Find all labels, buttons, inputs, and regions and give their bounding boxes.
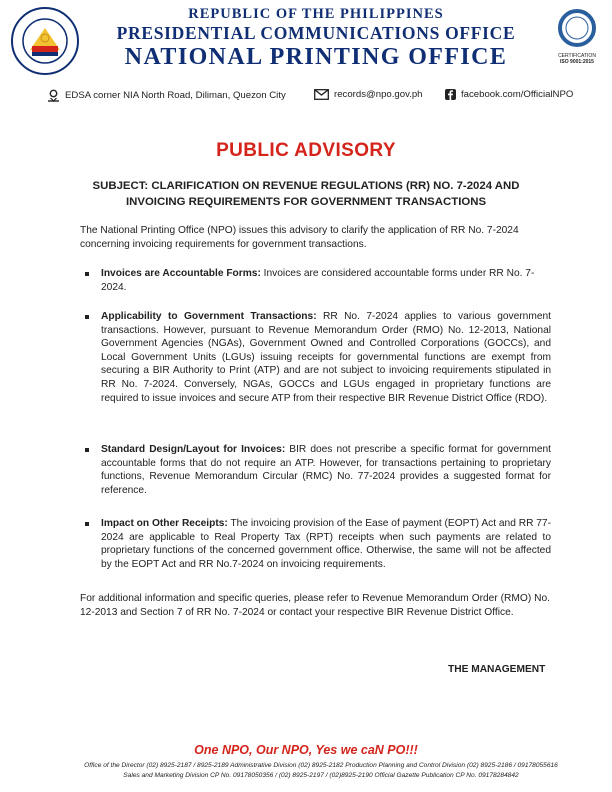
npo-line: NATIONAL PRINTING OFFICE [124,44,508,70]
certification-ring-icon [557,8,597,48]
bullet-square-icon [85,272,89,276]
address-text: EDSA corner NIA North Road, Diliman, Quezon City [65,90,286,101]
cert-label: CERTIFICATION [558,53,596,59]
mail-icon [314,89,329,100]
signoff: THE MANAGEMENT [448,664,546,675]
bullet-text: RR No. 7-2024 applies to various government transactions. However, pursuant to Revenue Memorandum Order (RMO) No. 12-2013, National Government Agencies (NGAs), Government Owned and Controlled Corporations (GOCCs), and Local Government Units (LGUs) issuing receipts for governmental functions are exempt from securing a BIR Authority to Print (ATP) and are not subject to invoicing requirements stipulated in RR No. 7-2024. Conversely, NGAs, GOCCs and LGUs engaged in proprietary functions are required to issue invoices and secure ATP from their respective BIR Revenue District Office (RDO). [101,311,551,404]
cert-standard: ISO 9001:2015 [560,59,594,65]
bullet-heading: Impact on Other Receipts: [101,518,228,529]
bullet-heading: Invoices are Accountable Forms: [101,268,261,279]
bullet-item-applicability [101,310,551,405]
bullet-square-icon [85,448,89,452]
facebook-icon [445,89,456,100]
advisory-subject [60,178,552,210]
subject-line-2: INVOICING REQUIREMENTS FOR GOVERNMENT TRANSACTIONS [125,196,487,208]
bullet-text: The invoicing provision of the Ease of payment (EOPT) Act and RR 77-2024 are applicable to Real Property Tax (RPT) receipts when such payments are related to proprietary functions of the concerned government office. Otherwise, the same will not be affected by the EOPT Act and RR No.7-2024 on invoicing requirements. [101,518,551,570]
pco-line: PRESIDENTIAL COMMUNICATIONS OFFICE [116,23,516,43]
facebook-text[interactable]: facebook.com/OfficialNPO [461,89,574,100]
email-item[interactable] [314,89,423,100]
bullet-heading: Standard Design/Layout for Invoices: [101,444,286,455]
footer-contacts-line-2: Sales and Marketing Division CP No. 09178050356 / (02) 8925-2197 / (02)8925-2190 Official Gazette Publication CP No. 09178284842 [123,772,519,779]
npo-seal-logo [10,6,80,76]
bullet-heading: Applicability to Government Transactions: [101,311,317,322]
address-item [47,89,286,102]
letterhead-text [86,6,546,71]
contact-bar [0,89,612,105]
closing-paragraph: For additional information and specific queries, please refer to Revenue Memorandum Order (RMO) No. 12-2013 and Section 7 of RR No. 7-2024 or contact your respective BIR Revenue District Office. [80,593,550,618]
letterhead [0,0,612,80]
facebook-item[interactable] [445,89,573,100]
bullet-square-icon [85,315,89,319]
email-text[interactable]: records@npo.gov.ph [334,89,423,100]
bullet-item-accountable-forms [101,267,551,294]
bullet-item-other-receipts [101,517,551,571]
bullet-square-icon [85,522,89,526]
iso-certification-badge [550,8,604,65]
intro-paragraph: The National Printing Office (NPO) issues this advisory to clarify the application of RR No. 7-2024 concerning invoicing requirements for government transactions. [80,225,519,250]
subject-line-1: SUBJECT: CLARIFICATION ON REVENUE REGULATIONS (RR) NO. 7-2024 AND [92,180,520,192]
location-pin-icon [47,89,60,102]
bullet-item-standard-design [101,443,551,497]
advisory-title: PUBLIC ADVISORY [216,140,396,161]
bullet-text: BIR does not prescribe a specific format for government accountable forms that do not require an ATP. However, for transactions pertaining to proprietary functions, Revenue Memorandum Circular (RMC) No. 77-2024 provides a suggested format for reference. [101,444,551,496]
bullet-text: Invoices are considered accountable forms under RR No. 7-2024. [101,268,535,293]
footer-contacts-line-1: Office of the Director (02) 8925-2187 / 8925-2189 Administrative Division (02) 8925-2182 Production Planning and Control Division (02) 8925-2186 / 09178055616 [84,762,558,769]
republic-line: REPUBLIC OF THE PHILIPPINES [188,6,444,22]
motto: One NPO, Our NPO, Yes we caN PO!!! [194,743,418,757]
